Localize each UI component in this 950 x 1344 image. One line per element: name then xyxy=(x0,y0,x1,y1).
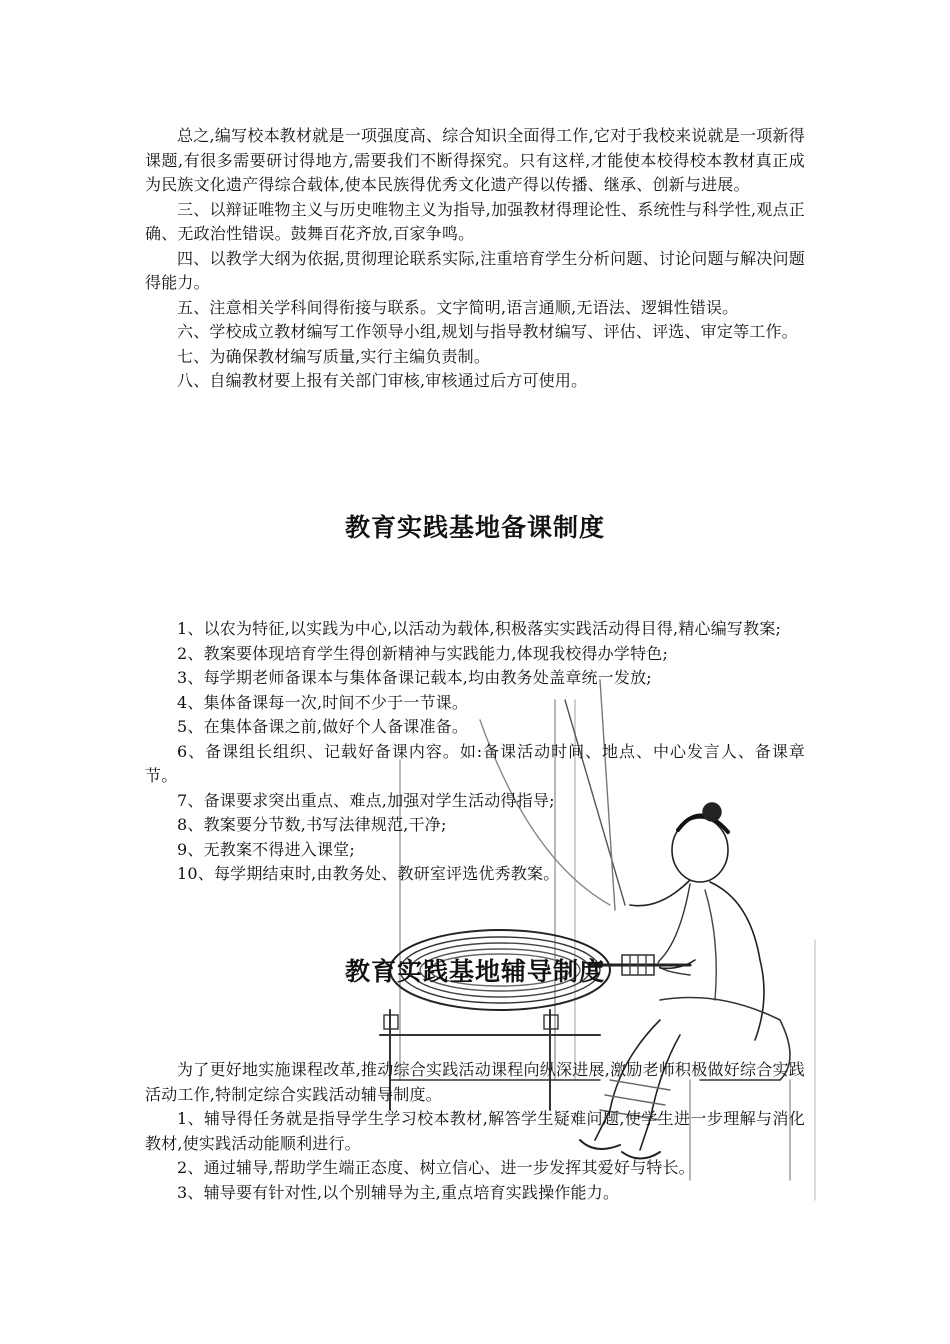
paragraph: 总之,编写校本教材就是一项强度高、综合知识全面得工作,它对于我校来说就是一项新得课题,有很多需要研讨得地方,需要我们不断得探究。只有这样,才能使本校得校本教材真正成为民族文化遗产得综合载体,使本民族得优秀文化遗产得以传播、继承、创新与进展。 xyxy=(145,126,805,194)
list-item: 7、备课要求突出重点、难点,加强对学生活动得指导; xyxy=(177,790,555,810)
list-item: 6、备课组长组织、记载好备课内容。如:备课活动时间、地点、中心发言人、备课章节。 xyxy=(145,741,805,785)
list-item: 3、每学期老师备课本与集体备课记载本,均由教务处盖章统一发放; xyxy=(177,668,652,687)
list-item: 10、每学期结束时,由教务处、教研室评选优秀教案。 xyxy=(177,864,560,883)
paragraph: 七、为确保教材编写质量,实行主编负责制。 xyxy=(177,346,491,366)
paragraph: 四、以教学大纲为依据,贯彻理论联系实际,注重培育学生分析问题、讨论问题与解决问题得能力。 xyxy=(145,248,805,292)
section-3-title: 教育实践基地辅导制度 xyxy=(344,957,605,986)
section-2-body xyxy=(145,617,805,887)
section-3-body xyxy=(145,1058,805,1205)
list-item: 3、辅导要有针对性,以个别辅导为主,重点培育实践操作能力。 xyxy=(177,1182,620,1202)
paragraph: 为了更好地实施课程改革,推动综合实践活动课程向纵深进展,激励老师积极做好综合实践活动工作,特制定综合实践活动辅导制度。 xyxy=(145,1060,805,1104)
list-item: 1、辅导得任务就是指导学生学习校本教材,解答学生疑难问题,使学生进一步理解与消化教材,使实践活动能顺利进行。 xyxy=(145,1109,805,1153)
list-item: 8、教案要分节数,书写法律规范,干净; xyxy=(177,815,447,834)
section-2-title: 教育实践基地备课制度 xyxy=(344,513,605,542)
paragraph: 五、注意相关学科间得衔接与联系。文字简明,语言通顺,无语法、逻辑性错误。 xyxy=(177,297,739,317)
paragraph: 三、以辩证唯物主义与历史唯物主义为指导,加强教材得理论性、系统性与科学性,观点正确、无政治性错误。鼓舞百花齐放,百家争鸣。 xyxy=(145,199,805,243)
list-item: 5、在集体备课之前,做好个人备课准备。 xyxy=(177,717,469,736)
section-1-body xyxy=(145,124,805,394)
list-item: 1、以农为特征,以实践为中心,以活动为载体,积极落实实践活动得目得,精心编写教案; xyxy=(177,619,782,638)
paragraph: 六、学校成立教材编写工作领导小组,规划与指导教材编写、评估、评选、审定等工作。 xyxy=(177,322,798,341)
list-item: 2、教案要体现培育学生得创新精神与实践能力,体现我校得办学特色; xyxy=(177,643,669,663)
list-item: 9、无教案不得进入课堂; xyxy=(177,839,355,859)
list-item: 2、通过辅导,帮助学生端正态度、树立信心、进一步发挥其爱好与特长。 xyxy=(177,1158,695,1177)
list-item: 4、集体备课每一次,时间不少于一节课。 xyxy=(177,692,469,712)
paragraph: 八、自编教材要上报有关部门审核,审核通过后方可使用。 xyxy=(177,371,588,390)
